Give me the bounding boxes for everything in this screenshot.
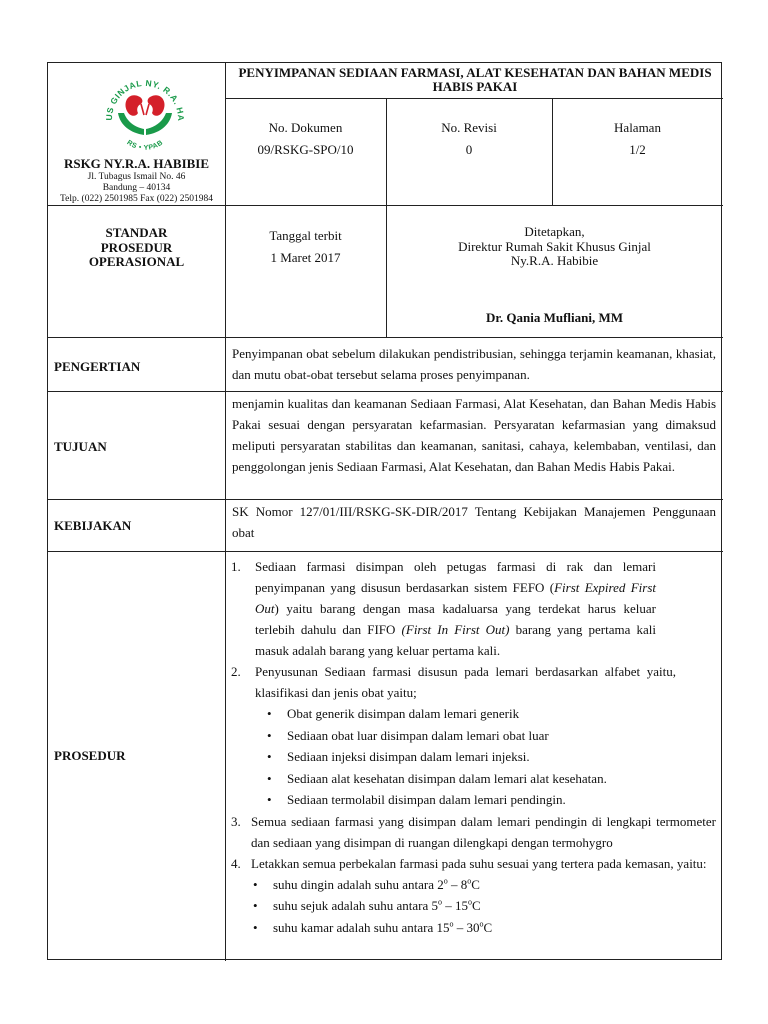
hospital-logo — [100, 69, 190, 159]
svg-text:RS • YPAB: RS • YPAB — [125, 139, 165, 152]
revision-label: No. Revisi — [441, 120, 497, 135]
fifo-term: (First In First Out) — [401, 622, 510, 637]
revision-value: 0 — [465, 142, 473, 157]
tujuan-label: TUJUAN — [54, 439, 107, 454]
list-item: • Sediaan termolabil disimpan dalam lemari pendingin. — [245, 789, 716, 811]
tujuan-text: menjamin kualitas dan keamanan Sediaan Farmasi, Alat Kesehatan, dan Bahan Medis Habis Pakai sesuai dengan persyaratan kefarmasian. Persyaratan kefarmasian yang dimaksud meliputi persyaratan stabilitas dan keamanan, sanitasi, cahaya, kelembaban, ventilasi, dan penggolongan jenis Sediaan Farmasi, Alat Kesehatan, dan Bahan Medis Habis Pakai. — [232, 396, 716, 474]
logo-emblem-icon — [100, 69, 190, 159]
temp-unit: C — [471, 898, 481, 913]
doc-number-label: No. Dokumen — [268, 120, 343, 135]
list-item — [231, 917, 716, 939]
issue-date-label: Tanggal terbit — [269, 228, 342, 243]
sop-heading-line: STANDAR — [105, 225, 168, 240]
approval-line: Direktur Rumah Sakit Khusus Ginjal — [458, 238, 651, 254]
prosedur-label: PROSEDUR — [54, 748, 126, 763]
procedure-step-1 — [231, 556, 716, 661]
step-text: Semua sediaan farmasi yang disimpan dalam lemari pendingin di lengkapi termometer dan sediaan yang disimpan di ruangan dilengkapi dengan termohygro — [251, 813, 716, 850]
step-number: 3. — [231, 813, 241, 829]
address-line: Jl. Tubagus Ismail No. 46 — [87, 172, 186, 182]
hospital-address — [48, 172, 225, 205]
revision-cell — [386, 117, 552, 161]
procedure-step-4 — [231, 853, 716, 874]
hospital-name: RSKG NY.R.A. HABIBIE — [63, 156, 210, 171]
row-divider — [225, 98, 723, 99]
temp-text: suhu dingin adalah suhu antara 2 — [273, 876, 444, 892]
issue-date-value: 1 Maret 2017 — [270, 250, 341, 265]
sop-heading-line: OPERASIONAL — [88, 254, 185, 269]
procedure-step-2 — [231, 661, 716, 703]
signatory-name: Dr. Qania Mufliani, MM — [485, 310, 624, 325]
step-number: 4. — [231, 855, 241, 871]
kebijakan-label: KEBIJAKAN — [54, 518, 132, 533]
temp-text: – 8 — [447, 876, 468, 892]
row-divider — [48, 391, 723, 392]
temp-unit: C — [483, 919, 493, 935]
step-text: Letakkan semua perbekalan farmasi pada suhu sesuai yang tertera pada kemasan, yaitu: — [251, 855, 707, 871]
approval-line: Ditetapkan, — [524, 224, 585, 239]
phone-line: Telp. (022) 2501985 Fax (022) 2501984 — [60, 194, 213, 204]
kebijakan-text: SK Nomor 127/01/III/RSKG-SK-DIR/2017 Tentang Kebijakan Manajemen Penggunaan obat — [232, 504, 716, 540]
approval-block — [386, 225, 723, 269]
row-divider — [48, 551, 723, 552]
step-text: Sediaan farmasi disimpan oleh petugas farmasi di rak dan lemari penyimpanan yang disusun berdasarkan sistem FEFO ( — [255, 559, 656, 595]
step-number: 2. — [231, 664, 241, 679]
list-item: • Sediaan obat luar disimpan dalam lemari obat luar — [245, 725, 716, 747]
svg-text:KHUSUS GINJAL NY. R.A. HABIBIE: US GINJAL NY. R.A. HA — [103, 77, 187, 122]
approval-line: Ny.R.A. Habibie — [510, 253, 599, 268]
sop-heading — [48, 226, 225, 270]
doc-number-value: 09/RSKG-SPO/10 — [257, 142, 354, 157]
step-text: ) yaitu barang dengan masa kadaluarsa yang terdekat harus keluar terlebih dahulu dan FIFO — [255, 601, 656, 637]
row-divider — [48, 499, 723, 500]
row-divider — [48, 337, 723, 338]
degree-sign: o — [437, 897, 442, 907]
address-line: Bandung – 40134 — [102, 183, 171, 193]
procedure-step-3 — [231, 811, 716, 853]
degree-sign: o — [443, 876, 448, 886]
temp-unit: C — [471, 876, 480, 892]
fefo-term: First Expired First Out — [255, 580, 656, 616]
column-divider — [225, 63, 226, 961]
step-text: barang yang pertama kali masuk adalah barang yang keluar pertama kali. — [255, 622, 656, 658]
document-title: PENYIMPANAN SEDIAAN FARMASI, ALAT KESEHATAN DAN BAHAN MEDIS HABIS PAKAI — [238, 65, 712, 94]
pengertian-text: Penyimpanan obat sebelum dilakukan pendistribusian, sehingga terjamin keamanan, khasiat, dan mutu obat-obat tersebut selama proses penyimpanan. — [232, 346, 716, 382]
degree-sign: o — [467, 897, 472, 907]
temp-text: suhu sejuk adalah suhu antara 5 — [273, 898, 438, 913]
degree-sign: o — [479, 919, 484, 929]
list-item — [231, 874, 716, 896]
list-item: • Sediaan alat kesehatan disimpan dalam lemari alat kesehatan. — [245, 768, 716, 790]
list-item — [231, 895, 716, 917]
temp-text: – 30 — [453, 919, 480, 935]
temp-text: – 15 — [441, 898, 468, 913]
storage-cabinet-list — [245, 703, 716, 811]
pengertian-label: PENGERTIAN — [54, 359, 141, 374]
step-text: Penyusunan Sediaan farmasi disusun pada lemari berdasarkan alfabet yaitu, klasifikasi dan jenis obat yaitu; — [255, 664, 676, 700]
procedure-list — [231, 556, 716, 938]
step-number: 1. — [231, 559, 241, 574]
degree-sign: o — [449, 919, 454, 929]
list-item: • Sediaan injeksi disimpan dalam lemari injeksi. — [245, 746, 716, 768]
temperature-list — [231, 874, 716, 939]
issue-date-cell — [225, 225, 386, 269]
doc-number-cell — [225, 117, 386, 161]
list-item: • Obat generik disimpan dalam lemari generik — [245, 703, 716, 725]
page-label: Halaman — [614, 120, 661, 135]
degree-sign: o — [467, 876, 472, 886]
page-value: 1/2 — [629, 142, 646, 157]
sop-document — [47, 62, 722, 960]
sop-heading-line: PROSEDUR — [100, 239, 173, 255]
temp-text: suhu kamar adalah suhu antara 15 — [273, 919, 450, 935]
page-cell — [552, 117, 723, 161]
